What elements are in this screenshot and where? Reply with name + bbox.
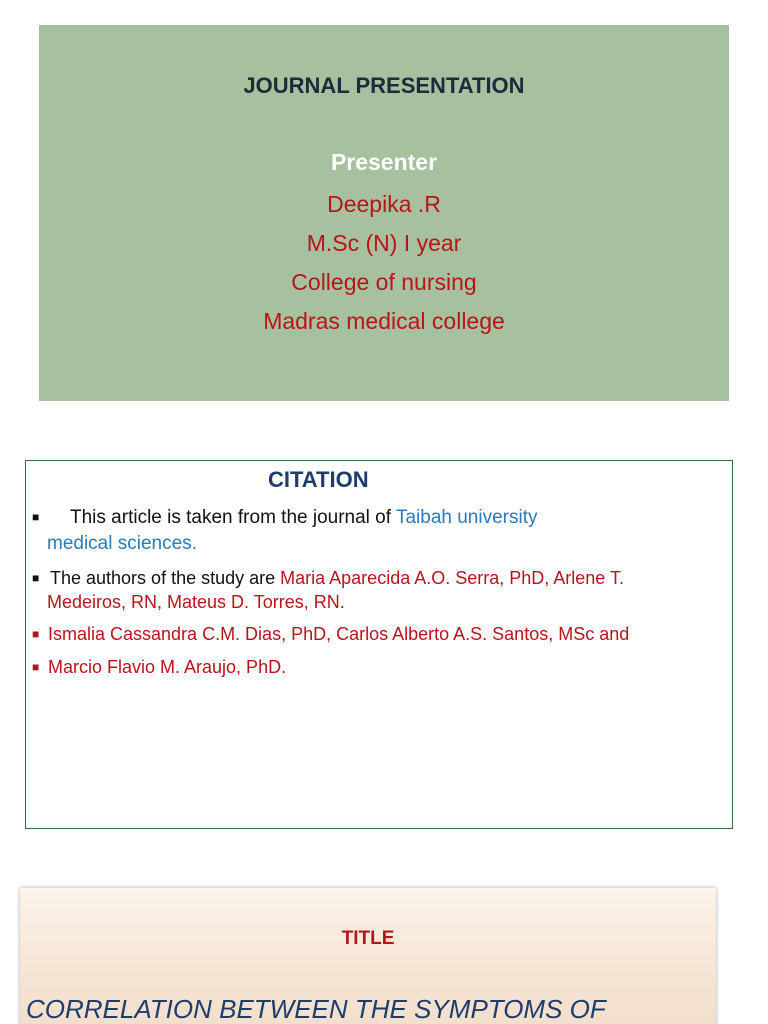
journal-prefix-text: This article is taken from the journal of bbox=[70, 507, 396, 528]
title-info-slide bbox=[20, 888, 716, 1024]
citation-title: CITATION bbox=[268, 467, 369, 492]
citation-bullet-journal bbox=[32, 504, 722, 557]
title-slide bbox=[39, 25, 729, 401]
bullet-square-icon: ■ bbox=[32, 510, 40, 524]
authors-list-text: Maria Aparecida A.O. Serra, PhD, Arlene T. bbox=[280, 568, 624, 588]
title-label: TITLE bbox=[341, 928, 395, 949]
presenter-name: Deepika .R bbox=[327, 191, 441, 217]
citation-bullet-authors-3 bbox=[32, 654, 722, 680]
authors-prefix-text: The authors of the study are bbox=[50, 568, 281, 588]
authors-line-4: Marcio Flavio M. Araujo, PhD. bbox=[48, 657, 287, 677]
journal-name-continued: medical sciences. bbox=[47, 533, 197, 554]
presenter-label: Presenter bbox=[330, 149, 438, 175]
presenter-institution: Madras medical college bbox=[263, 308, 505, 334]
bullet-square-icon: ■ bbox=[32, 627, 40, 641]
presentation-heading: JOURNAL PRESENTATION bbox=[243, 73, 525, 98]
presenter-degree: M.Sc (N) I year bbox=[306, 230, 462, 256]
authors-list-continued: Medeiros, RN, Mateus D. Torres, RN. bbox=[47, 592, 345, 612]
authors-line-3: Ismalia Cassandra C.M. Dias, PhD, Carlos Alberto A.S. Santos, MSc and bbox=[48, 624, 630, 644]
presenter-college: College of nursing bbox=[291, 269, 477, 295]
journal-name-text: Taibah university bbox=[395, 507, 538, 528]
citation-bullet-authors bbox=[32, 566, 722, 614]
bullet-square-icon: ■ bbox=[32, 571, 40, 585]
citation-bullet-authors-2 bbox=[32, 621, 722, 647]
study-title-heading: CORRELATION BETWEEN THE SYMPTOMS OF bbox=[26, 994, 606, 1024]
bullet-square-icon: ■ bbox=[32, 660, 40, 674]
citation-slide bbox=[25, 460, 733, 829]
